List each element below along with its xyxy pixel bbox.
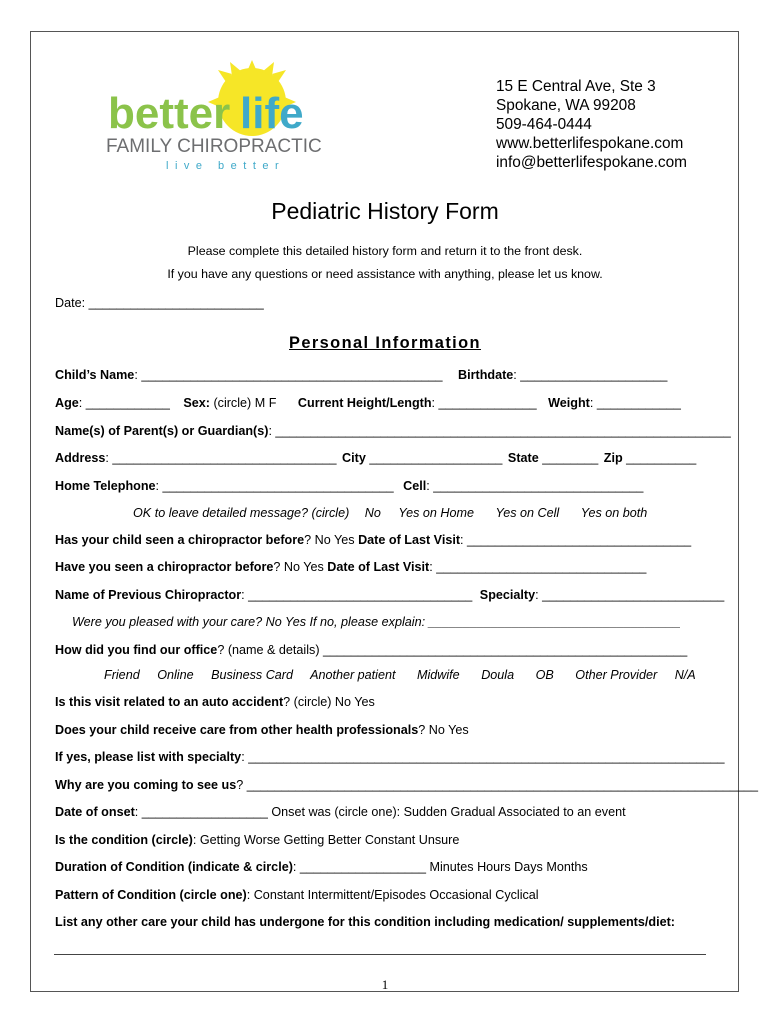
message-option-no[interactable]: No <box>364 506 381 520</box>
age-label: Age <box>55 396 79 410</box>
onset-label: Date of onset <box>55 805 135 819</box>
why-label: Why are you coming to see us <box>55 778 237 792</box>
onset-row <box>55 805 626 819</box>
child-name-label: Child’s Name <box>55 368 135 382</box>
child-last-visit-label: Date of Last Visit <box>358 533 461 547</box>
duration-options[interactable]: Minutes Hours Days Months <box>425 860 588 874</box>
child-name-row <box>55 368 667 382</box>
find-option-friend[interactable]: Friend <box>104 668 140 682</box>
address-blank[interactable]: : ________________________________ <box>105 451 337 465</box>
sex-label: Sex: <box>183 396 210 410</box>
message-prompt: OK to leave detailed message? (circle) <box>133 506 350 520</box>
why-blank[interactable]: ? _________________________________________________________________________ <box>236 778 759 792</box>
you-last-visit-label: Date of Last Visit <box>327 560 430 574</box>
cell-label: Cell <box>403 479 427 493</box>
duration-blank[interactable]: : __________________ <box>292 860 426 874</box>
age-blank[interactable]: : ____________ <box>78 396 170 410</box>
child-last-visit-blank[interactable]: : ________________________________ <box>460 533 692 547</box>
zip-blank[interactable]: __________ <box>622 451 697 465</box>
pattern-label: Pattern of Condition (circle one) <box>55 888 247 902</box>
message-option-both[interactable]: Yes on both <box>580 506 648 520</box>
if-yes-blank[interactable]: : ____________________________________________________________________ <box>241 750 725 764</box>
better-life-logo <box>100 60 350 175</box>
address-line-1: 15 E Central Ave, Ste 3 <box>496 78 656 95</box>
message-row <box>133 506 647 520</box>
parents-label: Name(s) of Parent(s) or Guardian(s) <box>55 424 269 438</box>
address-row <box>55 451 696 465</box>
child-chiro-label: Has your child seen a chiropractor before <box>55 533 305 547</box>
pattern-options[interactable]: : Constant Intermittent/Episodes Occasional Cyclical <box>246 888 539 902</box>
auto-row <box>55 695 375 709</box>
duration-row <box>55 860 588 874</box>
height-blank[interactable]: : ______________ <box>431 396 537 410</box>
address-email: info@betterlifespokane.com <box>496 154 688 171</box>
condition-options[interactable]: : Getting Worse Getting Better Constant Unsure <box>192 833 460 847</box>
onset-blank[interactable]: : __________________ <box>134 805 268 819</box>
intro-line-2: If you have any questions or need assistance with anything, please let us know. <box>167 267 603 281</box>
find-option-doula[interactable]: Doula <box>481 668 515 682</box>
duration-label: Duration of Condition (indicate & circle) <box>55 860 293 874</box>
other-care-row <box>55 723 469 737</box>
parents-blank[interactable]: : _________________________________________________________________ <box>268 424 731 438</box>
find-option-business-card[interactable]: Business Card <box>211 668 294 682</box>
you-chiro-options[interactable]: ? No Yes <box>273 560 328 574</box>
find-option-na[interactable]: N/A <box>674 668 696 682</box>
intro-line-1: Please complete this detailed history form and return it to the front desk. <box>187 244 583 258</box>
form-title: Pediatric History Form <box>271 198 499 224</box>
pleased-row[interactable]: Were you pleased with your care? No Yes If no, please explain: ____________________________________ <box>72 615 681 629</box>
age-row <box>55 396 681 410</box>
home-tel-blank[interactable]: : _________________________________ <box>155 479 394 493</box>
city-label: City <box>342 451 366 465</box>
find-option-another-patient[interactable]: Another patient <box>310 668 396 682</box>
home-tel-label: Home Telephone <box>55 479 156 493</box>
prev-chiro-row <box>55 588 724 602</box>
page-number: 1 <box>381 977 389 992</box>
find-options-row <box>104 668 696 682</box>
message-option-cell[interactable]: Yes on Cell <box>495 506 560 520</box>
condition-row <box>55 833 459 847</box>
child-name-blank[interactable]: : ___________________________________________ <box>134 368 443 382</box>
onset-options[interactable]: Onset was (circle one): Sudden Gradual Associated to an event <box>267 805 626 819</box>
condition-label: Is the condition (circle) <box>55 833 193 847</box>
address-phone: 509-464-0444 <box>496 116 592 133</box>
height-label: Current Height/Length <box>297 396 432 410</box>
logo-motto: live better <box>166 160 286 172</box>
logo-word-life: life <box>240 89 304 138</box>
find-office-label: How did you find our office <box>55 643 218 657</box>
telephone-row <box>55 479 643 493</box>
find-option-other-provider[interactable]: Other Provider <box>575 668 658 682</box>
zip-label: Zip <box>603 451 623 465</box>
why-row <box>55 778 758 792</box>
logo-graphic <box>100 60 350 175</box>
date-row <box>55 296 264 310</box>
find-office-blank[interactable]: ? (name & details) ____________________________________________________ <box>217 643 688 657</box>
sex-options[interactable]: (circle) M F <box>209 396 277 410</box>
other-care-label: Does your child receive care from other health professionals <box>55 723 419 737</box>
weight-label: Weight <box>548 396 590 410</box>
logo-word-better: better <box>108 89 231 138</box>
find-option-midwife[interactable]: Midwife <box>416 668 460 682</box>
section-heading: Personal Information <box>289 334 481 352</box>
cell-blank[interactable]: : ______________________________ <box>426 479 644 493</box>
find-option-ob[interactable]: OB <box>535 668 554 682</box>
date-blank[interactable]: _________________________ <box>88 296 264 310</box>
list-care-answer-line[interactable] <box>54 954 706 955</box>
address-label: Address <box>55 451 106 465</box>
message-option-home[interactable]: Yes on Home <box>398 506 475 520</box>
weight-blank[interactable]: : ____________ <box>589 396 681 410</box>
address-block <box>496 77 687 172</box>
birthdate-label: Birthdate <box>458 368 514 382</box>
prev-chiro-blank[interactable]: : ________________________________ <box>241 588 473 602</box>
specialty-blank[interactable]: : __________________________ <box>535 588 725 602</box>
date-label: Date: <box>55 296 89 310</box>
you-chiro-row <box>55 560 646 574</box>
auto-options[interactable]: ? (circle) No Yes <box>283 695 375 709</box>
other-care-options[interactable]: ? No Yes <box>418 723 469 737</box>
parents-row <box>55 424 731 438</box>
specialty-label: Specialty <box>479 588 536 602</box>
child-chiro-row <box>55 533 691 547</box>
address-website: www.betterlifespokane.com <box>496 135 684 152</box>
birthdate-blank[interactable]: : _____________________ <box>513 368 668 382</box>
find-office-row <box>55 643 687 657</box>
state-blank[interactable]: ________ <box>538 451 599 465</box>
you-chiro-label: Have you seen a chiropractor before <box>55 560 274 574</box>
if-yes-label: If yes, please list with specialty <box>55 750 242 764</box>
state-label: State <box>507 451 539 465</box>
address-line-2: Spokane, WA 99208 <box>496 97 636 114</box>
logo-tagline: FAMILY CHIROPRACTIC <box>106 136 322 157</box>
you-last-visit-blank[interactable]: : ______________________________ <box>429 560 647 574</box>
prev-chiro-label: Name of Previous Chiropractor <box>55 588 242 602</box>
city-blank[interactable]: ___________________ <box>365 451 503 465</box>
child-chiro-options[interactable]: ? No Yes <box>304 533 359 547</box>
auto-label: Is this visit related to an auto accident <box>55 695 284 709</box>
if-yes-row <box>55 750 724 764</box>
find-option-online[interactable]: Online <box>157 668 194 682</box>
pattern-row <box>55 888 539 902</box>
list-care-label: List any other care your child has undergone for this condition including medication/ supplements/diet: <box>55 915 675 929</box>
